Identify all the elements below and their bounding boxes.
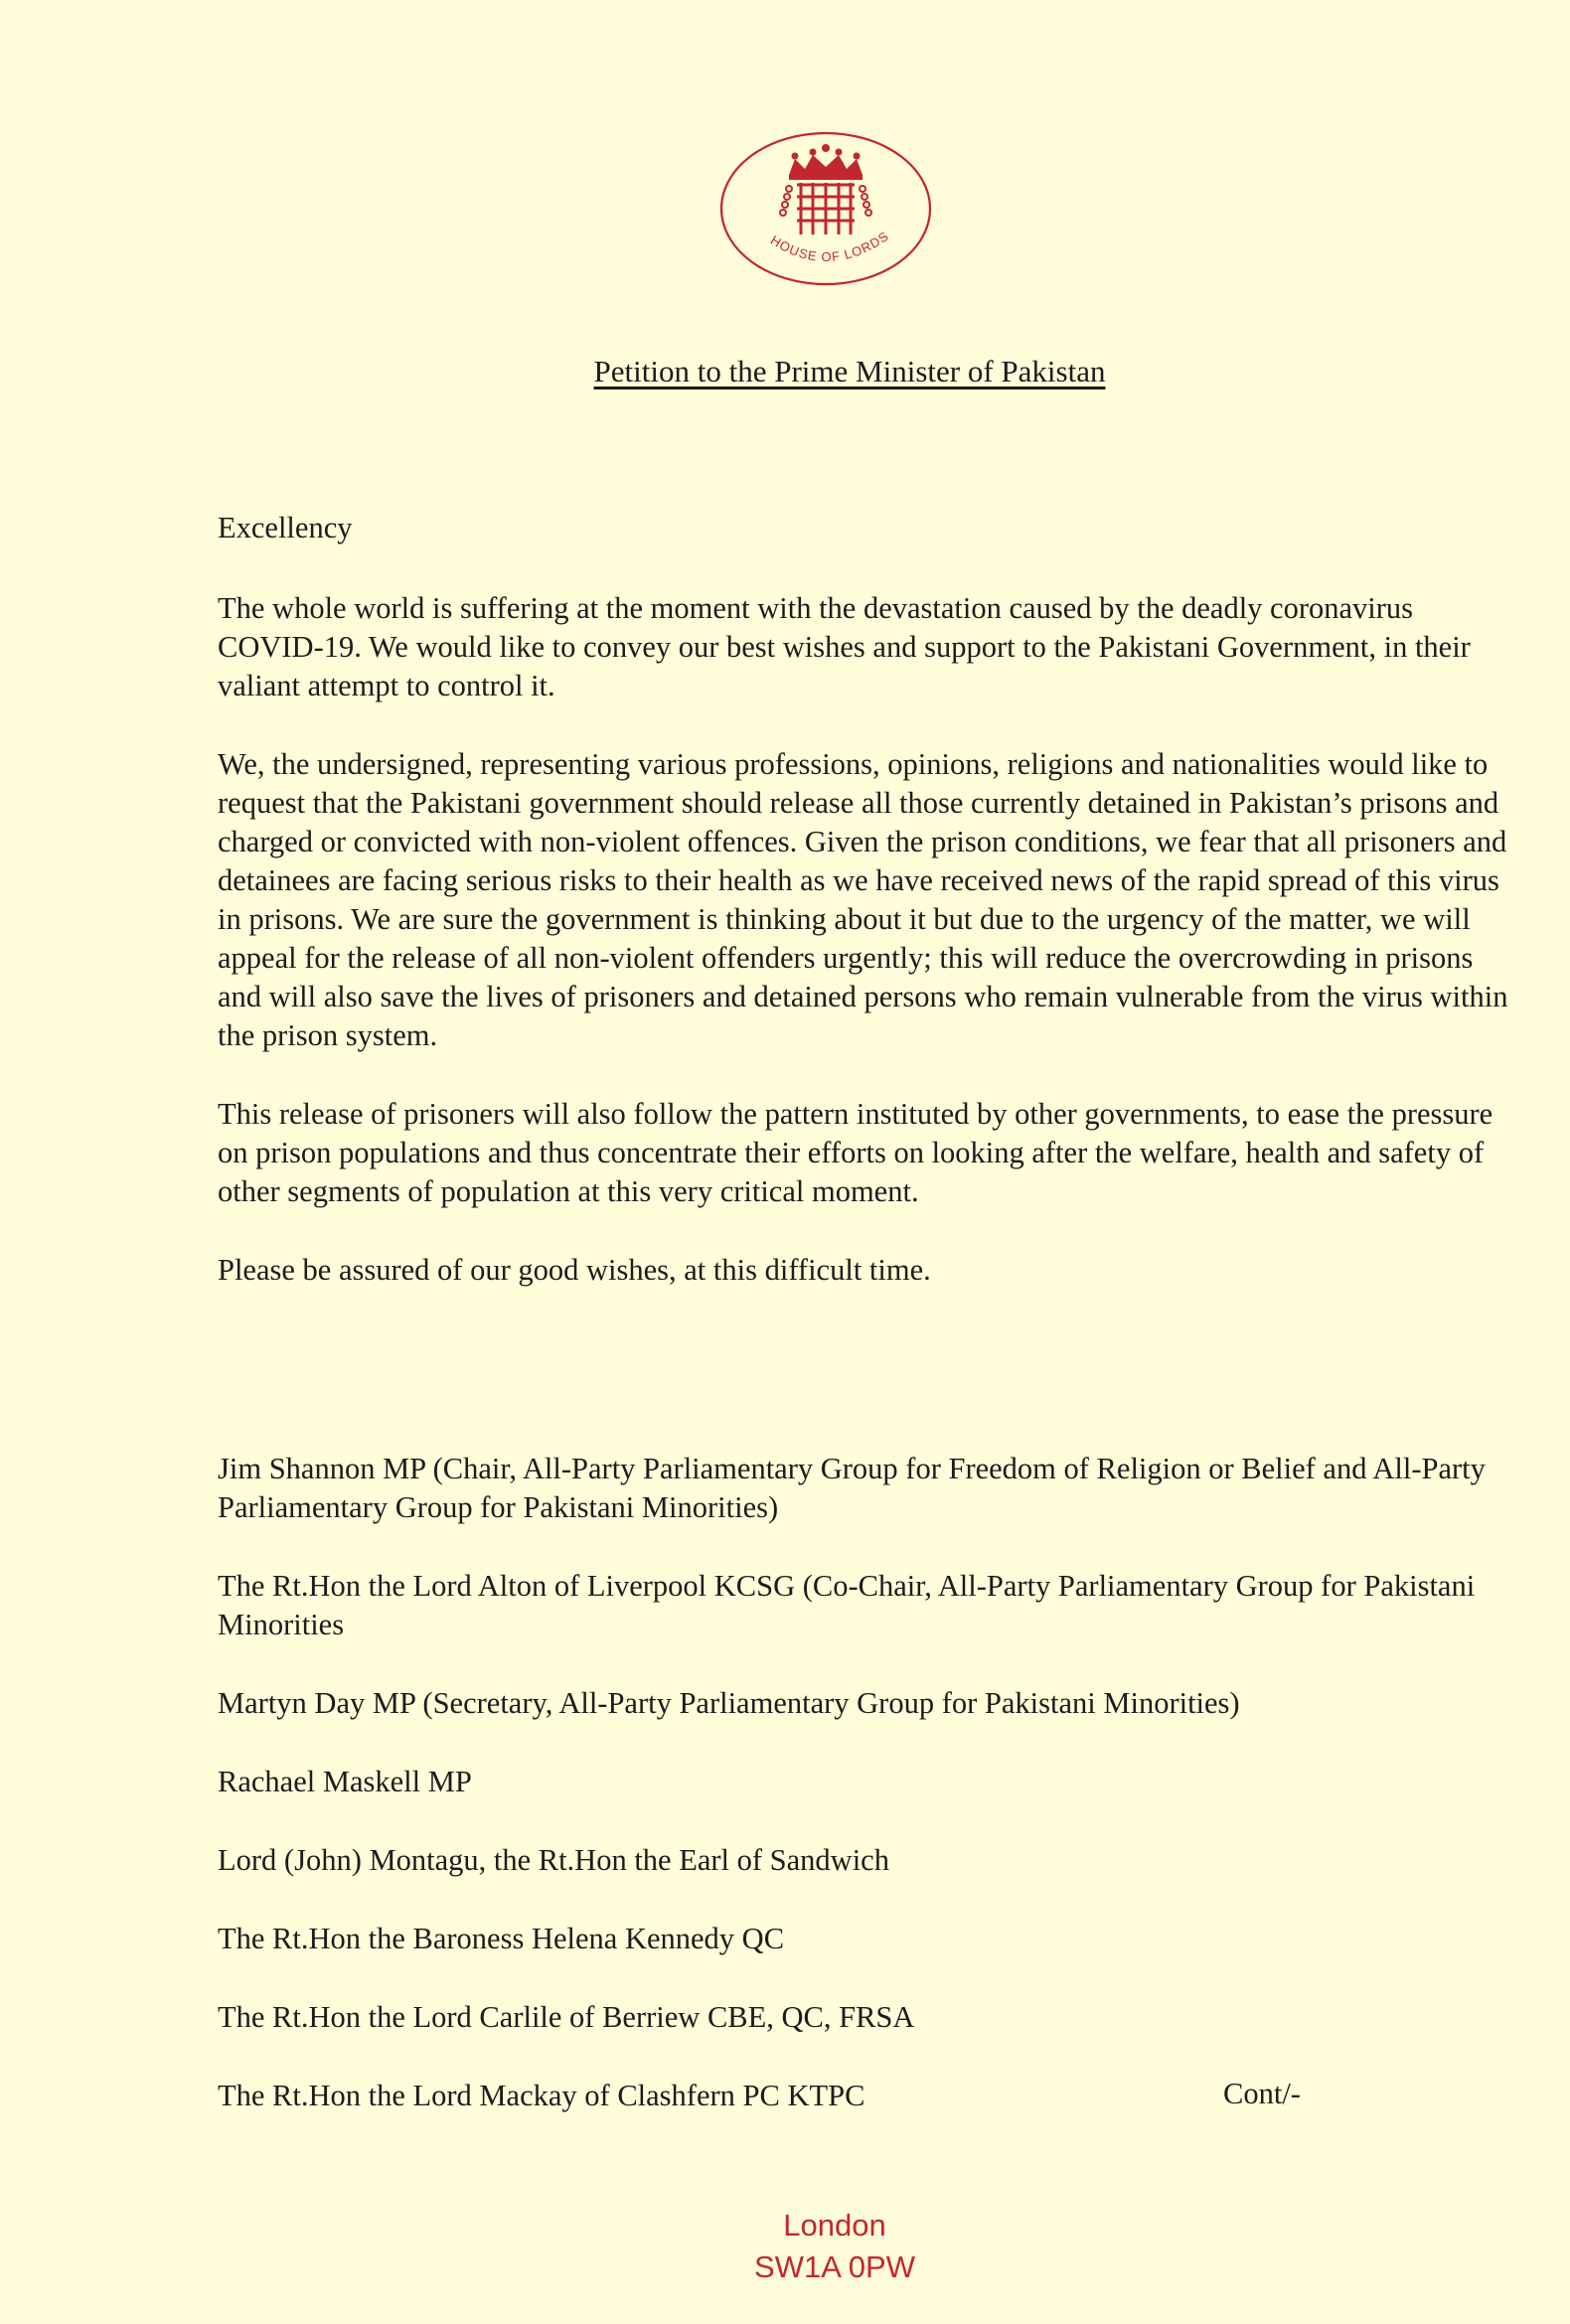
signatory: The Rt.Hon the Lord Carlile of Berriew CBE, QC, FRSA xyxy=(218,2000,915,2034)
paragraph-1: The whole world is suffering at the moment with the devastation caused by the deadly coronavirus COVID-19. We would like to convey our best wishes and support to the Pakistani Government, in their valiant attempt to control it. xyxy=(218,591,1471,702)
paragraph-4: Please be assured of our good wishes, at this difficult time. xyxy=(218,1253,931,1287)
letter-body xyxy=(218,509,1509,1329)
signatory: The Rt.Hon the Lord Mackay of Clashfern PC KTPC xyxy=(218,2079,865,2112)
salutation: Excellency xyxy=(218,511,353,544)
signatory: Jim Shannon MP (Chair, All-Party Parliamentary Group for Freedom of Religion or Belief and All-Party Parliamentary Group for Pakistani Minorities) xyxy=(218,1452,1486,1524)
paragraph-3: This release of prisoners will also follow the pattern instituted by other governments, to ease the pressure on prison populations and thus concentrate their efforts on looking after the welfare, health and safety of other segments of population at this very critical moment. xyxy=(218,1097,1493,1208)
crest-text: HOUSE OF LORDS xyxy=(767,228,892,265)
paragraph-2: We, the undersigned, representing various professions, opinions, religions and nationalities would like to request that the Pakistani government should release all those currently detained in Pakistan’s prisons and charged or convicted with non-violent offences. Given the prison conditions, we fear that all prisoners and detainees are facing serious risks to their health as we have received news of the rapid spread of this virus in prisons. We are sure the government is thinking about it but due to the urgency of the matter, we will appeal for the release of all non-violent offenders urgently; this will reduce the overcrowding in prisons and will also save the lives of prisoners and detained persons who remain vulnerable from the virus within the prison system. xyxy=(218,747,1508,1052)
address-postcode: SW1A 0PW xyxy=(754,2249,915,2284)
address-city: London xyxy=(783,2208,886,2243)
signatory: Lord (John) Montagu, the Rt.Hon the Earl of Sandwich xyxy=(218,1843,889,1877)
signatory: The Rt.Hon the Lord Alton of Liverpool KCSG (Co-Chair, All-Party Parliamentary Group for Pakistani Minorities xyxy=(218,1569,1476,1641)
page-title: Petition to the Prime Minister of Pakistan xyxy=(593,354,1106,388)
address-footer xyxy=(0,2205,1570,2288)
house-of-lords-crest xyxy=(717,129,934,288)
continuation-note: Cont/- xyxy=(1223,2077,1301,2110)
signatories-list xyxy=(218,1450,1509,2155)
signatory: The Rt.Hon the Baroness Helena Kennedy QC xyxy=(218,1922,785,1955)
signatory: Rachael Maskell MP xyxy=(218,1765,472,1798)
svg-text:HOUSE OF LORDS xyxy=(768,229,891,264)
signatory: Martyn Day MP (Secretary, All-Party Parliamentary Group for Pakistani Minorities) xyxy=(218,1686,1240,1720)
portcullis-crown-icon xyxy=(717,129,934,288)
